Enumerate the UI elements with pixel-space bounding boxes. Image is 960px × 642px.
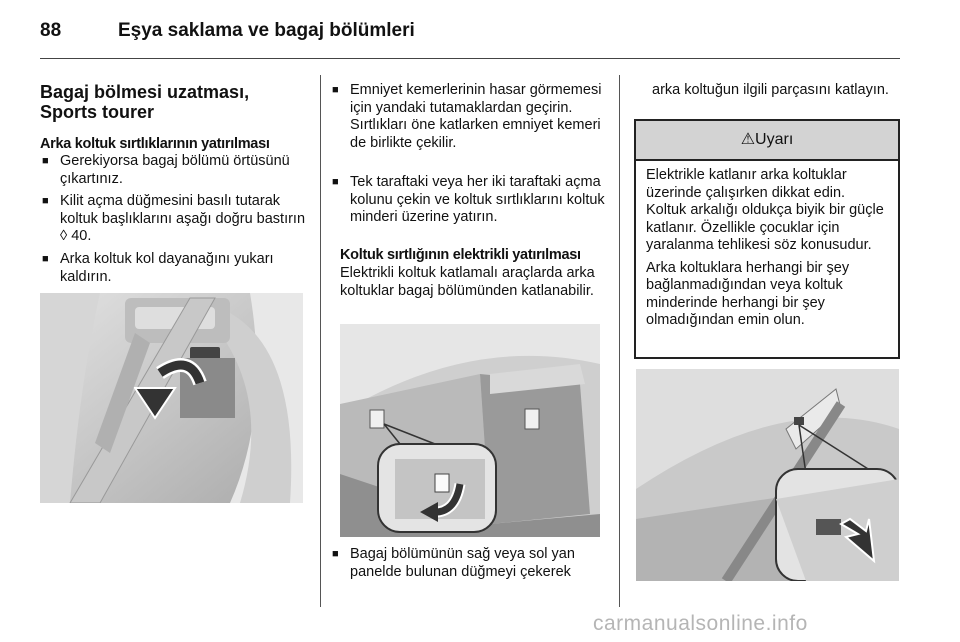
warning-paragraph: Arka koltuklara herhangi bir şey bağlanmadığından veya koltuk minderinde herhangi bir şey olmadığından emin olun. bbox=[646, 259, 850, 328]
trunk-button-illustration bbox=[340, 324, 600, 537]
bullet-icon: ■ bbox=[332, 84, 339, 96]
list-item: ■ Tek taraftaki veya her iki taraftaki açma kolunu çekin ve koltuk sırtlıklarını koltuk minderi üzerine yatırın. bbox=[332, 174, 605, 225]
seatbelt-illustration bbox=[40, 293, 303, 503]
list-item: ■ Kilit açma düğmesini basılı tutarak koltuk başlıklarını aşağı doğru bastırın ◊ 40. bbox=[42, 193, 306, 244]
list-item: ■ Bagaj bölümünün sağ veya sol yan panelde bulunan düğmeyi çekerek bbox=[332, 546, 575, 580]
column-divider bbox=[320, 75, 321, 607]
list-item: ■ Arka koltuk kol dayanağını yukarı kaldırın. bbox=[42, 251, 274, 285]
subheading: Koltuk sırtlığının elektrikli yatırılması bbox=[340, 247, 581, 263]
rear-seat-button-illustration bbox=[636, 369, 899, 581]
paragraph: arka koltuğun ilgili parçasını katlayın. bbox=[652, 82, 889, 98]
watermark: carmanualsonline.info bbox=[593, 612, 808, 635]
warning-title: Uyarı bbox=[755, 131, 794, 148]
header-rule bbox=[40, 58, 900, 59]
warning-header bbox=[636, 121, 898, 161]
bullet-icon: ■ bbox=[42, 155, 49, 167]
list-item: ■ Emniyet kemerlerinin hasar görmemesi için yandaki tutamaklardan geçirin. Sırtlıkları öne katlarken emniyet kemeri de birlikte çekilir. bbox=[332, 82, 602, 151]
page-number: 88 bbox=[40, 20, 62, 41]
bullet-icon: ■ bbox=[332, 176, 339, 188]
section-heading: Bagaj bölmesi uzatması, Sports tourer bbox=[40, 82, 250, 122]
warning-paragraph: Elektrikle katlanır arka koltuklar üzerinde çalışırken dikkat edin. Koltuk arkalığı oldukça biyik bir güçle katlanır. Özellikle çocuklar için yaralanma tehlikesi söz konusudur. bbox=[646, 167, 884, 253]
chapter-title: Eşya saklama ve bagaj bölümleri bbox=[118, 20, 415, 41]
bullet-icon: ■ bbox=[332, 548, 339, 560]
bullet-icon: ■ bbox=[42, 253, 49, 265]
column-divider bbox=[619, 75, 620, 607]
warning-box bbox=[634, 119, 900, 359]
bullet-icon: ■ bbox=[42, 195, 49, 207]
warning-icon: ⚠ bbox=[740, 131, 756, 148]
list-item: ■ Gerekiyorsa bagaj bölümü örtüsünü çıkartınız. bbox=[42, 153, 290, 187]
paragraph: Elektrikli koltuk katlamalı araçlarda arka koltuklar bagaj bölümünden katlanabilir. bbox=[340, 265, 595, 299]
subheading: Arka koltuk sırtlıklarının yatırılması bbox=[40, 136, 270, 152]
